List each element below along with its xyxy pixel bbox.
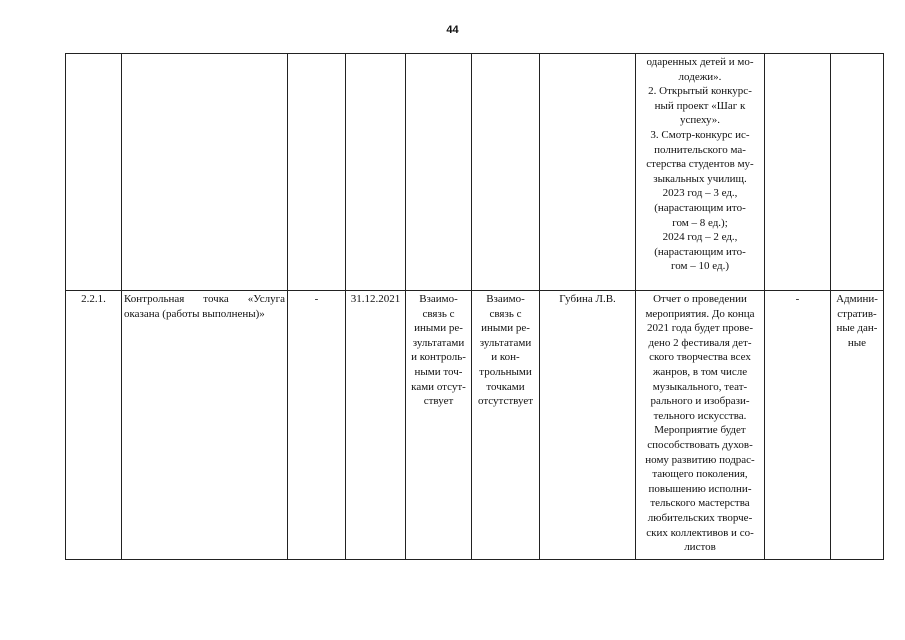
cell-responsible: Губина Л.В. [540,291,636,560]
plan-table [65,53,884,560]
cell-end-date [346,54,406,291]
cell-prev-link: Взаимо- связь с иными ре- зультатами и контроль- ными точ- ками отсут- ствует [406,291,472,560]
cell-level: - [765,291,831,560]
cell-result: одаренных детей и мо- лодежи». 2. Открытый конкурс- ный проект «Шаг к успеху». 3. Смотр-конкурс ис- полнительского ма- стерства студентов му- зыкальных училищ. 2023 год – 3 ед., (нарастающим ито- гом – 8 ед.); 2024 год – 2 ед., (нарастающим ито- гом – 10 ед.) [636,54,765,291]
cell-number: 2.2.1. [66,291,122,560]
cell-start-date [288,54,346,291]
cell-number [66,54,122,291]
cell-responsible [540,54,636,291]
cell-next-link: Взаимо- связь с иными ре- зультатами и кон- трольными точками отсутствует [472,291,540,560]
cell-end-date: 31.12.2021 [346,291,406,560]
cell-prev-link [406,54,472,291]
cell-level [765,54,831,291]
cell-start-date: - [288,291,346,560]
cell-result: Отчет о проведении мероприятия. До конца 2021 года будет прове- дено 2 фестиваля дет- ского творчества всех жанров, в том числе музыкального, теат- рального и изобрази- тельного искусства. Мероприятие будет способствовать духов- ному развитию подрас- тающего поколения, повышению исполни- тельского мастерства любительских творче- ских коллективов и со- листов [636,291,765,560]
cell-next-link [472,54,540,291]
cell-info-system [831,54,884,291]
cell-info-system: Админи- стратив- ные дан- ные [831,291,884,560]
cell-name [122,54,288,291]
table-row [66,54,884,291]
page-number: 44 [446,24,459,36]
table-row [66,291,884,560]
cell-name: Контрольная точка «Услуга оказана (работы выполнены)» [122,291,288,560]
